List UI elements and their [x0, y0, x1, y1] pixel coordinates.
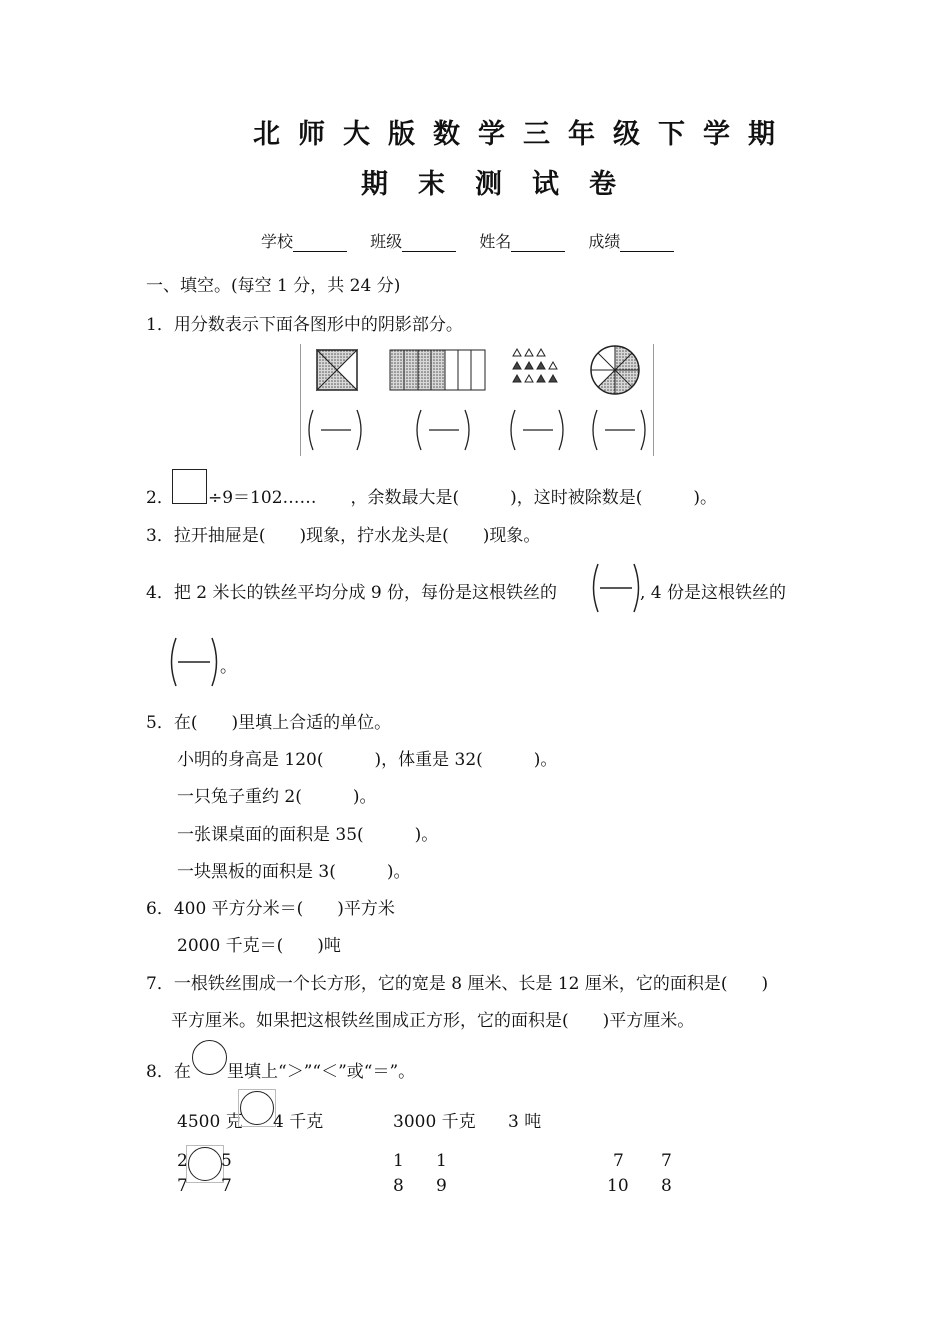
- compare-1-right: 4 千克: [273, 1112, 324, 1132]
- question-5-line-4: 一块黑板的面积是 3( )。: [177, 862, 411, 882]
- frac-2-denominator: 7: [221, 1176, 232, 1196]
- score-label: 成绩: [588, 232, 621, 251]
- frac-1-numerator: 2: [177, 1151, 188, 1171]
- question-5-line-3: 一张课桌面的面积是 35( )。: [177, 825, 439, 845]
- question-2-text: ÷9＝102…… ，余数最大是( )，这时被除数是( )。: [208, 488, 718, 508]
- shape-figures-svg: [301, 344, 653, 456]
- question-4-part-c: 。: [220, 657, 237, 677]
- frac-6-denominator: 8: [661, 1176, 672, 1196]
- compare-2-right: 3 吨: [508, 1112, 542, 1132]
- question-6-line-2: 2000 千克＝( )吨: [177, 936, 341, 956]
- school-blank[interactable]: [293, 237, 347, 252]
- question-2-number: 2．: [146, 488, 174, 508]
- question-8-part-b: 里填上“＞”“＜”或“＝”。: [227, 1062, 416, 1082]
- question-1: 1．用分数表示下面各图形中的阴影部分。: [146, 315, 463, 335]
- score-blank[interactable]: [620, 237, 674, 252]
- dividend-answer-box[interactable]: [172, 469, 207, 504]
- frac-5-denominator: 10: [607, 1176, 629, 1196]
- question-4-fraction-blank-2[interactable]: [166, 634, 222, 690]
- class-label: 班级: [370, 232, 403, 251]
- question-4-part-b: , 4 份是这根铁丝的: [640, 583, 787, 603]
- question-4-part-a: 4．把 2 米长的铁丝平均分成 9 份，每份是这根铁丝的: [146, 583, 558, 603]
- question-6-line-1: 6．400 平方分米＝( )平方米: [146, 899, 395, 919]
- frac-2-numerator: 5: [221, 1151, 232, 1171]
- fraction-slots: [309, 410, 645, 450]
- frac-1-denominator: 7: [177, 1176, 188, 1196]
- question-8-part-a: 8．在: [146, 1062, 191, 1082]
- frac-6-numerator: 7: [661, 1151, 672, 1171]
- square-x-figure: [317, 350, 357, 390]
- frac-3-numerator: 1: [393, 1151, 404, 1171]
- school-label: 学校: [261, 232, 294, 251]
- title-line-1: 北师大版数学三年级下学期: [253, 119, 793, 150]
- question-7-line-1: 7．一根铁丝围成一个长方形，它的宽是 8 厘米、长是 12 厘米，它的面积是( ): [146, 974, 769, 994]
- class-blank[interactable]: [402, 237, 456, 252]
- name-label: 姓名: [479, 232, 512, 251]
- frac-4-numerator: 1: [436, 1151, 447, 1171]
- name-blank[interactable]: [511, 237, 565, 252]
- strip-rectangle-figure: [390, 350, 485, 390]
- compare-3-circle[interactable]: [188, 1147, 222, 1181]
- frac-3-denominator: 8: [393, 1176, 404, 1196]
- frac-5-numerator: 7: [613, 1151, 624, 1171]
- circle-sectors-figure: [591, 346, 639, 394]
- frac-4-denominator: 9: [436, 1176, 447, 1196]
- question-7-line-2: 平方厘米。如果把这根铁丝围成正方形，它的面积是( )平方厘米。: [171, 1011, 695, 1031]
- triangles-figure: [513, 349, 557, 382]
- shape-figures: [300, 344, 654, 456]
- question-5-line-2: 一只兔子重约 2( )。: [177, 787, 377, 807]
- compare-1-left: 4500 克: [177, 1112, 243, 1132]
- question-3: 3．拉开抽屉是( )现象，拧水龙头是( )现象。: [146, 526, 541, 546]
- section-1-heading: 一、填空。(每空 1 分，共 24 分): [146, 276, 401, 296]
- compare-2-left: 3000 千克: [393, 1112, 476, 1132]
- question-4-fraction-blank-1[interactable]: [588, 560, 644, 616]
- student-info-row: [261, 229, 692, 252]
- title-line-2: 期末测试卷: [361, 169, 646, 200]
- compare-circle-example: [192, 1040, 227, 1075]
- question-5-line-1: 小明的身高是 120( )，体重是 32( )。: [177, 750, 558, 770]
- question-5: 5．在( )里填上合适的单位。: [146, 713, 392, 733]
- compare-1-circle[interactable]: [240, 1091, 274, 1125]
